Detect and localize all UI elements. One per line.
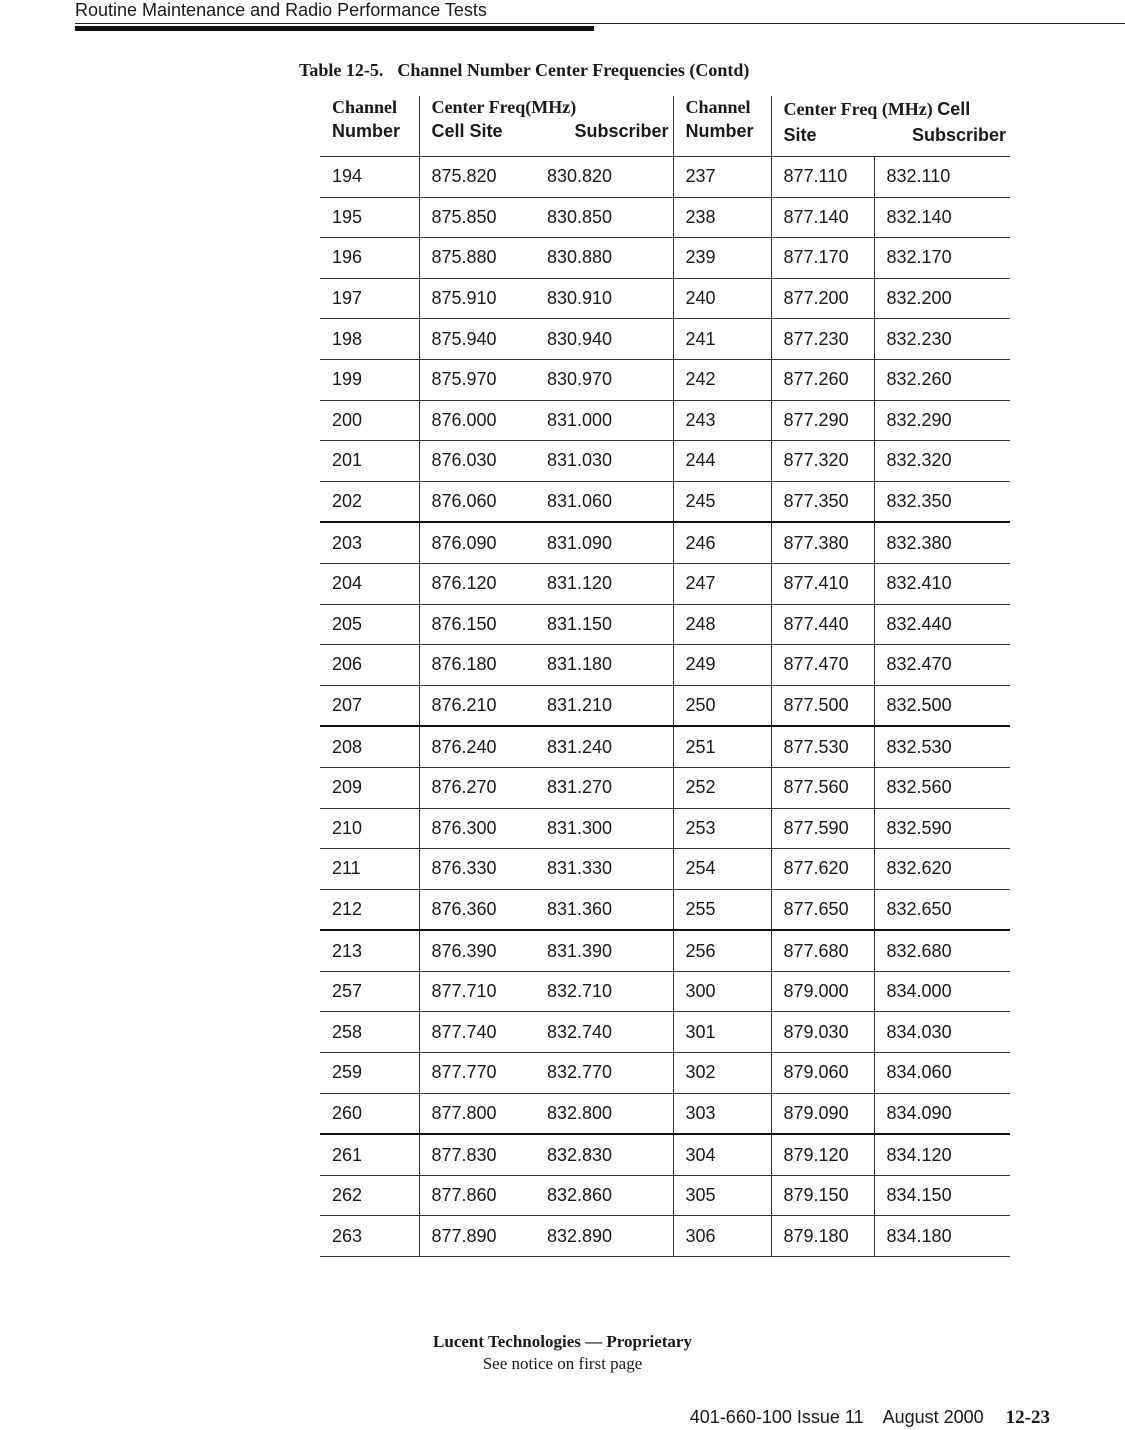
- cell-subscriber-left: 831.150: [535, 604, 673, 645]
- cell-cell-site-left: 877.770: [419, 1053, 535, 1094]
- cell-cell-site-right: 877.680: [771, 930, 874, 971]
- page-number: 12-23: [1005, 1407, 1050, 1428]
- cell-cell-site-right: 879.150: [771, 1175, 874, 1216]
- cell-cell-site-left: 876.300: [419, 808, 535, 849]
- table-row: [320, 1134, 1010, 1175]
- cell-subscriber-left: 832.740: [535, 1012, 673, 1053]
- cell-subscriber-right: 832.350: [874, 481, 1010, 522]
- cell-cell-site-left: 876.090: [419, 522, 535, 563]
- cell-channel-left: 195: [320, 197, 419, 238]
- table-row: [320, 238, 1010, 279]
- cell-channel-right: 250: [673, 685, 771, 726]
- cell-channel-left: 194: [320, 157, 419, 198]
- cell-subscriber-left: 830.940: [535, 319, 673, 360]
- cell-channel-right: 238: [673, 197, 771, 238]
- cell-subscriber-left: 832.830: [535, 1134, 673, 1175]
- cell-cell-site-right: 877.320: [771, 441, 874, 482]
- cell-cell-site-left: 876.390: [419, 930, 535, 971]
- cell-cell-site-right: 877.290: [771, 400, 874, 441]
- cell-subscriber-right: 832.140: [874, 197, 1010, 238]
- cell-subscriber-left: 831.300: [535, 808, 673, 849]
- table-row: [320, 808, 1010, 849]
- cell-channel-left: 210: [320, 808, 419, 849]
- cell-subscriber-left: 831.270: [535, 767, 673, 808]
- header-channel-top-right: Channel: [685, 97, 751, 117]
- cell-cell-site-left: 877.860: [419, 1175, 535, 1216]
- cell-cell-site-right: 877.410: [771, 563, 874, 604]
- cell-cell-site-left: 877.710: [419, 971, 535, 1012]
- cell-cell-site-left: 876.150: [419, 604, 535, 645]
- cell-channel-right: 241: [673, 319, 771, 360]
- cell-subscriber-right: 834.000: [874, 971, 1010, 1012]
- cell-subscriber-right: 832.320: [874, 441, 1010, 482]
- cell-subscriber-left: 830.910: [535, 278, 673, 319]
- cell-channel-left: 213: [320, 930, 419, 971]
- table-row: [320, 481, 1010, 522]
- cell-channel-left: 262: [320, 1175, 419, 1216]
- cell-channel-right: 303: [673, 1093, 771, 1134]
- cell-channel-right: 240: [673, 278, 771, 319]
- table-row: [320, 197, 1010, 238]
- table-row: [320, 930, 1010, 971]
- cell-subscriber-right: 832.560: [874, 767, 1010, 808]
- cell-channel-left: 203: [320, 522, 419, 563]
- cell-cell-site-left: 876.360: [419, 889, 535, 930]
- cell-subscriber-left: 832.860: [535, 1175, 673, 1216]
- table-row: [320, 359, 1010, 400]
- table-row: [320, 522, 1010, 563]
- table-row: [320, 685, 1010, 726]
- cell-cell-site-left: 875.970: [419, 359, 535, 400]
- cell-subscriber-right: 832.170: [874, 238, 1010, 279]
- cell-subscriber-left: 831.390: [535, 930, 673, 971]
- table-row: [320, 645, 1010, 686]
- table-row: [320, 278, 1010, 319]
- cell-cell-site-left: 877.740: [419, 1012, 535, 1053]
- cell-subscriber-left: 831.360: [535, 889, 673, 930]
- header-channel-top-left: Channel: [332, 97, 398, 117]
- cell-subscriber-right: 834.150: [874, 1175, 1010, 1216]
- cell-channel-left: 261: [320, 1134, 419, 1175]
- cell-cell-site-left: 876.270: [419, 767, 535, 808]
- cell-cell-site-left: 875.820: [419, 157, 535, 198]
- cell-cell-site-right: 877.470: [771, 645, 874, 686]
- cell-cell-site-left: 877.830: [419, 1134, 535, 1175]
- cell-subscriber-right: 832.290: [874, 400, 1010, 441]
- cell-cell-site-left: 876.330: [419, 849, 535, 890]
- table-row: [320, 889, 1010, 930]
- cell-channel-right: 306: [673, 1216, 771, 1257]
- table-row: [320, 1053, 1010, 1094]
- cell-channel-left: 197: [320, 278, 419, 319]
- cell-channel-right: 252: [673, 767, 771, 808]
- cell-cell-site-right: 879.030: [771, 1012, 874, 1053]
- cell-subscriber-right: 834.180: [874, 1216, 1010, 1257]
- cell-cell-site-right: 877.380: [771, 522, 874, 563]
- header-channel-bottom-right: Number: [685, 121, 754, 141]
- cell-channel-left: 212: [320, 889, 419, 930]
- cell-channel-left: 198: [320, 319, 419, 360]
- cell-cell-site-left: 875.880: [419, 238, 535, 279]
- cell-cell-site-right: 877.620: [771, 849, 874, 890]
- cell-subscriber-right: 832.380: [874, 522, 1010, 563]
- footer-doc-id: 401-660-100 Issue 11 August 2000: [689, 1407, 984, 1427]
- table-row: [320, 604, 1010, 645]
- cell-cell-site-right: 879.120: [771, 1134, 874, 1175]
- cell-channel-right: 247: [673, 563, 771, 604]
- footer-notice: See notice on first page: [482, 1354, 643, 1373]
- cell-subscriber-left: 831.330: [535, 849, 673, 890]
- cell-channel-left: 259: [320, 1053, 419, 1094]
- cell-cell-site-left: 876.120: [419, 563, 535, 604]
- cell-cell-site-left: 875.940: [419, 319, 535, 360]
- cell-cell-site-left: 876.000: [419, 400, 535, 441]
- table-row: [320, 1216, 1010, 1257]
- cell-channel-right: 305: [673, 1175, 771, 1216]
- header-cell-site-left: Cell Site: [431, 121, 503, 141]
- header-channel-bottom-left: Number: [332, 121, 401, 141]
- cell-cell-site-right: 877.530: [771, 726, 874, 767]
- cell-channel-right: 242: [673, 359, 771, 400]
- table-row: [320, 1175, 1010, 1216]
- cell-channel-right: 248: [673, 604, 771, 645]
- cell-channel-right: 237: [673, 157, 771, 198]
- cell-channel-right: 249: [673, 645, 771, 686]
- table-row: [320, 767, 1010, 808]
- cell-subscriber-left: 831.240: [535, 726, 673, 767]
- cell-cell-site-left: 876.030: [419, 441, 535, 482]
- cell-subscriber-left: 830.850: [535, 197, 673, 238]
- header-rule-thick: [75, 26, 594, 31]
- cell-channel-right: 244: [673, 441, 771, 482]
- cell-channel-right: 251: [673, 726, 771, 767]
- cell-cell-site-right: 877.650: [771, 889, 874, 930]
- cell-subscriber-right: 832.110: [874, 157, 1010, 198]
- cell-subscriber-right: 834.120: [874, 1134, 1010, 1175]
- table-row: [320, 1093, 1010, 1134]
- cell-channel-right: 255: [673, 889, 771, 930]
- cell-cell-site-right: 877.200: [771, 278, 874, 319]
- cell-subscriber-left: 831.060: [535, 481, 673, 522]
- cell-channel-left: 206: [320, 645, 419, 686]
- cell-channel-right: 302: [673, 1053, 771, 1094]
- header-rule-thin: [75, 23, 1125, 24]
- cell-cell-site-right: 879.060: [771, 1053, 874, 1094]
- cell-subscriber-left: 831.180: [535, 645, 673, 686]
- cell-channel-left: 258: [320, 1012, 419, 1053]
- cell-subscriber-left: 832.800: [535, 1093, 673, 1134]
- cell-cell-site-right: 877.560: [771, 767, 874, 808]
- cell-subscriber-left: 831.090: [535, 522, 673, 563]
- cell-subscriber-right: 834.090: [874, 1093, 1010, 1134]
- cell-subscriber-left: 830.820: [535, 157, 673, 198]
- cell-channel-right: 253: [673, 808, 771, 849]
- cell-channel-right: 301: [673, 1012, 771, 1053]
- table-row: [320, 971, 1010, 1012]
- cell-subscriber-right: 832.440: [874, 604, 1010, 645]
- cell-cell-site-right: 877.110: [771, 157, 874, 198]
- cell-subscriber-right: 832.230: [874, 319, 1010, 360]
- cell-subscriber-left: 832.710: [535, 971, 673, 1012]
- cell-channel-left: 263: [320, 1216, 419, 1257]
- cell-channel-right: 254: [673, 849, 771, 890]
- cell-cell-site-left: 876.240: [419, 726, 535, 767]
- table-row: [320, 726, 1010, 767]
- table-row: [320, 849, 1010, 890]
- cell-subscriber-left: 830.880: [535, 238, 673, 279]
- cell-subscriber-left: 831.210: [535, 685, 673, 726]
- cell-cell-site-right: 879.180: [771, 1216, 874, 1257]
- cell-channel-left: 201: [320, 441, 419, 482]
- header-channel-number-left: [320, 96, 419, 157]
- cell-channel-left: 260: [320, 1093, 419, 1134]
- table-row: [320, 563, 1010, 604]
- cell-subscriber-left: 830.970: [535, 359, 673, 400]
- header-center-freq-left: [419, 96, 673, 157]
- cell-subscriber-right: 832.590: [874, 808, 1010, 849]
- cell-channel-left: 211: [320, 849, 419, 890]
- cell-subscriber-right: 832.680: [874, 930, 1010, 971]
- cell-subscriber-right: 834.060: [874, 1053, 1010, 1094]
- cell-cell-site-right: 877.590: [771, 808, 874, 849]
- cell-subscriber-right: 832.650: [874, 889, 1010, 930]
- cell-subscriber-right: 832.500: [874, 685, 1010, 726]
- cell-channel-right: 245: [673, 481, 771, 522]
- cell-subscriber-right: 832.260: [874, 359, 1010, 400]
- cell-subscriber-right: 832.200: [874, 278, 1010, 319]
- cell-channel-right: 239: [673, 238, 771, 279]
- cell-cell-site-left: 875.850: [419, 197, 535, 238]
- cell-subscriber-left: 832.890: [535, 1216, 673, 1257]
- channel-frequency-table: [320, 96, 1010, 1257]
- cell-subscriber-left: 831.030: [535, 441, 673, 482]
- cell-channel-left: 202: [320, 481, 419, 522]
- cell-channel-left: 209: [320, 767, 419, 808]
- cell-subscriber-left: 831.120: [535, 563, 673, 604]
- cell-subscriber-right: 832.620: [874, 849, 1010, 890]
- header-freq-top-right: Center Freq (MHz): [783, 99, 933, 119]
- cell-subscriber-right: 832.530: [874, 726, 1010, 767]
- cell-subscriber-right: 834.030: [874, 1012, 1010, 1053]
- table-caption-label: Table 12-5.: [299, 60, 384, 80]
- cell-cell-site-right: 879.000: [771, 971, 874, 1012]
- cell-cell-site-left: 876.180: [419, 645, 535, 686]
- cell-channel-right: 256: [673, 930, 771, 971]
- table-row: [320, 1012, 1010, 1053]
- cell-channel-right: 304: [673, 1134, 771, 1175]
- cell-channel-left: 200: [320, 400, 419, 441]
- cell-subscriber-left: 831.000: [535, 400, 673, 441]
- cell-subscriber-right: 832.470: [874, 645, 1010, 686]
- cell-channel-left: 204: [320, 563, 419, 604]
- table-caption-title: Channel Number Center Frequencies (Contd): [397, 60, 750, 80]
- running-head: Routine Maintenance and Radio Performance Tests: [75, 0, 487, 20]
- cell-channel-left: 257: [320, 971, 419, 1012]
- cell-cell-site-left: 876.210: [419, 685, 535, 726]
- table-row: [320, 319, 1010, 360]
- cell-cell-site-right: 877.260: [771, 359, 874, 400]
- footer-company: Lucent Technologies — Proprietary: [433, 1332, 692, 1351]
- cell-channel-right: 243: [673, 400, 771, 441]
- table-caption: [299, 60, 763, 81]
- cell-channel-left: 196: [320, 238, 419, 279]
- cell-channel-left: 199: [320, 359, 419, 400]
- cell-cell-site-right: 877.140: [771, 197, 874, 238]
- cell-channel-right: 300: [673, 971, 771, 1012]
- cell-channel-left: 205: [320, 604, 419, 645]
- cell-cell-site-left: 877.890: [419, 1216, 535, 1257]
- cell-cell-site-right: 877.350: [771, 481, 874, 522]
- cell-subscriber-right: 832.410: [874, 563, 1010, 604]
- cell-channel-left: 207: [320, 685, 419, 726]
- header-subscriber-right: Subscriber: [911, 125, 1007, 145]
- table-row: [320, 157, 1010, 198]
- cell-cell-site-right: 877.440: [771, 604, 874, 645]
- cell-cell-site-left: 876.060: [419, 481, 535, 522]
- header-freq-top-left: Center Freq(MHz): [431, 97, 577, 117]
- cell-channel-right: 246: [673, 522, 771, 563]
- table-header-row: [320, 96, 1010, 157]
- table-row: [320, 441, 1010, 482]
- header-channel-number-right: [673, 96, 771, 157]
- footer-doc-info: [0, 1407, 1050, 1429]
- cell-cell-site-right: 877.170: [771, 238, 874, 279]
- table-body: [320, 96, 1010, 1257]
- cell-subscriber-left: 832.770: [535, 1053, 673, 1094]
- cell-cell-site-left: 875.910: [419, 278, 535, 319]
- header-subscriber-left: Subscriber: [574, 121, 669, 141]
- cell-cell-site-left: 877.800: [419, 1093, 535, 1134]
- cell-cell-site-right: 877.500: [771, 685, 874, 726]
- cell-channel-left: 208: [320, 726, 419, 767]
- cell-cell-site-right: 879.090: [771, 1093, 874, 1134]
- header-freq-top-cell-right: Cell: [937, 99, 971, 119]
- table-row: [320, 400, 1010, 441]
- cell-cell-site-right: 877.230: [771, 319, 874, 360]
- header-site-right: Site: [783, 125, 817, 145]
- header-center-freq-right: [771, 96, 1010, 157]
